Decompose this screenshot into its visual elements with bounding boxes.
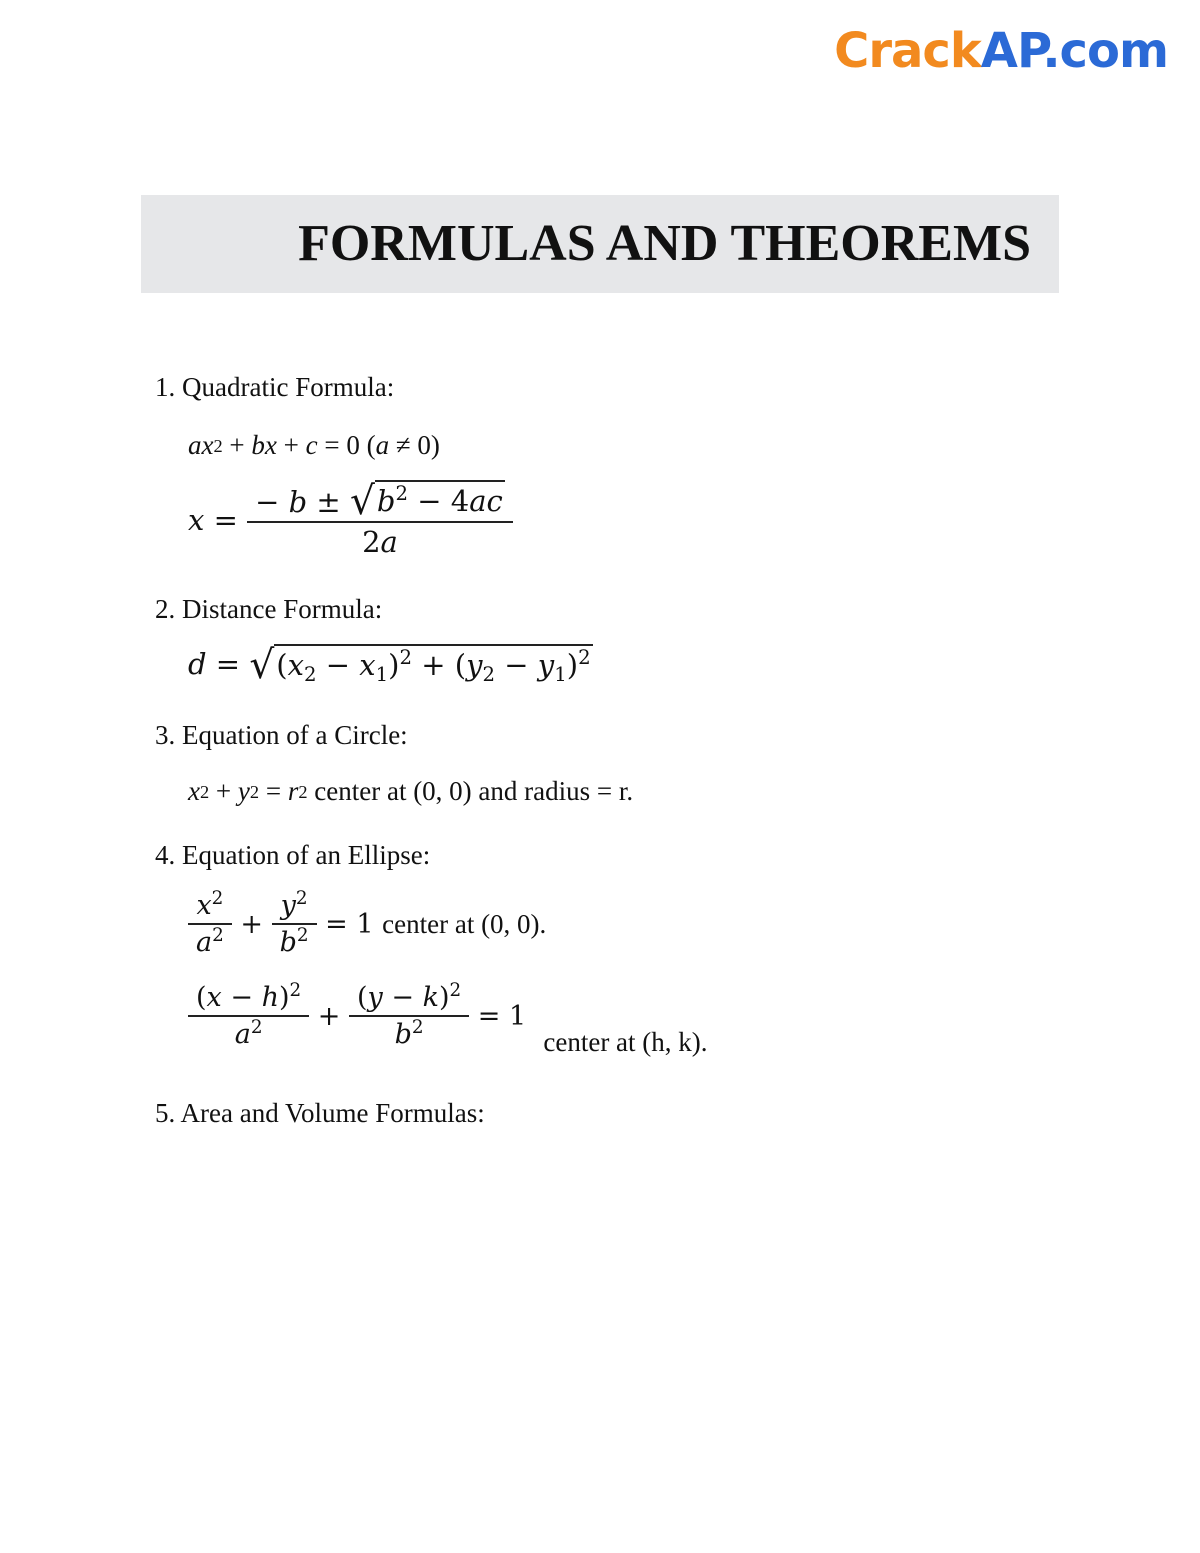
quadratic-equation: ax 2 + bx + c = 0 ( a ≠ 0) [188, 430, 440, 460]
cracap-logo [834, 22, 1168, 80]
logo-part-crack: Crack [834, 23, 981, 79]
ellipse-equation-shifted: $\frac{(x - h)^2}{a^2}$ + $\frac{(y - k)^2}{b^2}$ = 1 center at (h, k). [188, 982, 708, 1050]
distance-formula: d = √ $(x_2 - x_1)^2 + (y_2 - y_1)^2$ [188, 643, 591, 688]
ellipse-shifted-description: center at (h, k). [543, 1026, 708, 1057]
circle-equation: x 2 + y 2 = r 2 center at (0, 0) and radius = r. [188, 776, 634, 806]
section-heading-distance: 2. Distance Formula: [155, 594, 383, 624]
logo-part-ap: AP.com [980, 23, 1168, 79]
section-heading-circle: 3. Equation of a Circle: [155, 720, 408, 750]
ellipse-origin-description: center at (0, 0). [382, 908, 547, 939]
section-heading-quadratic: 1. Quadratic Formula: [155, 372, 395, 402]
quadratic-formula: x = − b ± √ $b^2 - 4ac$ 2a [188, 480, 513, 559]
title-banner [141, 195, 1059, 293]
ellipse-equation-origin: $\frac{x^2}{a^2}$ + $\frac{y^2}{b^2}$ = 1 center at (0, 0). [188, 890, 546, 958]
page-title: FORMULAS AND THEOREMS [298, 215, 1031, 272]
section-heading-area-volume: 5. Area and Volume Formulas: [155, 1098, 485, 1128]
circle-description: center at (0, 0) and radius = r. [314, 776, 634, 806]
section-heading-ellipse: 4. Equation of an Ellipse: [155, 840, 431, 870]
